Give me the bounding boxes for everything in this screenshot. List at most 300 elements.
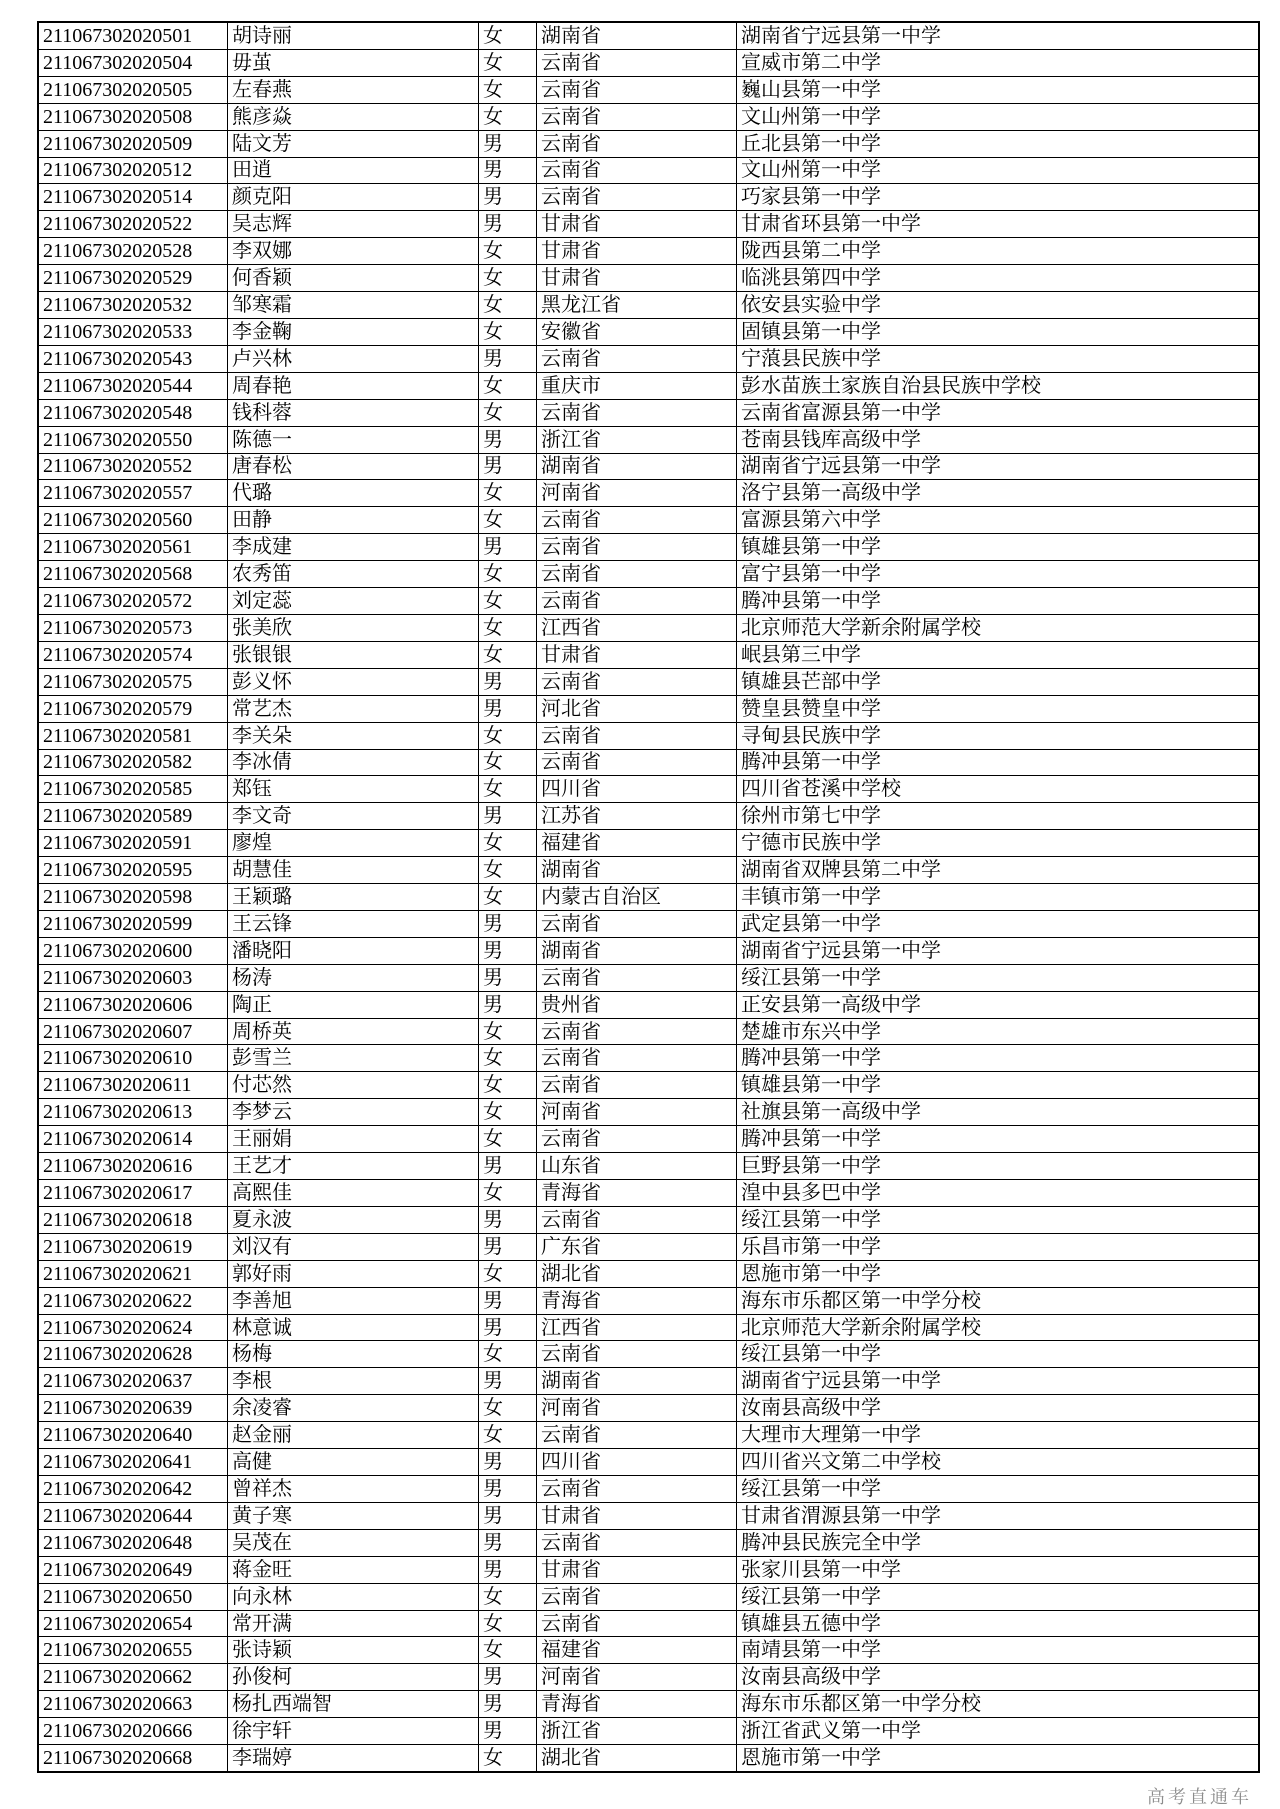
gender-cell: 男 xyxy=(479,131,536,157)
name-cell: 王颖璐 xyxy=(228,884,478,910)
province-cell: 云南省 xyxy=(537,1019,736,1045)
name-cell: 周春艳 xyxy=(228,373,478,399)
school-cell: 南靖县第一中学 xyxy=(737,1637,1258,1663)
school-cell: 宣威市第二中学 xyxy=(737,50,1258,76)
school-cell: 汝南县高级中学 xyxy=(737,1664,1258,1690)
school-cell: 岷县第三中学 xyxy=(737,642,1258,668)
candidate-id-cell: 211067302020607 xyxy=(39,1019,227,1045)
candidate-id-cell: 211067302020611 xyxy=(39,1072,227,1098)
school-cell: 北京师范大学新余附属学校 xyxy=(737,1315,1258,1341)
school-cell: 汝南县高级中学 xyxy=(737,1395,1258,1421)
name-cell: 王艺才 xyxy=(228,1153,478,1179)
candidate-id-cell: 211067302020504 xyxy=(39,50,227,76)
candidate-id-cell: 211067302020543 xyxy=(39,346,227,372)
candidate-id-cell: 211067302020650 xyxy=(39,1584,227,1610)
candidate-id-cell: 211067302020649 xyxy=(39,1557,227,1583)
name-cell: 陶正 xyxy=(228,992,478,1018)
gender-cell: 男 xyxy=(479,1449,536,1475)
candidate-id-cell: 211067302020581 xyxy=(39,723,227,749)
name-cell: 杨扎西端智 xyxy=(228,1691,478,1717)
gender-cell: 女 xyxy=(479,23,536,49)
name-cell: 刘定蕊 xyxy=(228,588,478,614)
province-cell: 湖北省 xyxy=(537,1261,736,1287)
province-cell: 云南省 xyxy=(537,723,736,749)
province-cell: 河南省 xyxy=(537,480,736,506)
name-cell: 向永林 xyxy=(228,1584,478,1610)
school-cell: 丘北县第一中学 xyxy=(737,131,1258,157)
name-cell: 黄子寒 xyxy=(228,1503,478,1529)
gender-cell: 男 xyxy=(479,1207,536,1233)
name-cell: 刘汉有 xyxy=(228,1234,478,1260)
province-cell: 广东省 xyxy=(537,1234,736,1260)
gender-cell: 女 xyxy=(479,750,536,776)
province-cell: 云南省 xyxy=(537,1584,736,1610)
gender-cell: 女 xyxy=(479,1126,536,1152)
school-cell: 张家川县第一中学 xyxy=(737,1557,1258,1583)
school-cell: 湖南省宁远县第一中学 xyxy=(737,23,1258,49)
gender-cell: 女 xyxy=(479,615,536,641)
province-cell: 安徽省 xyxy=(537,319,736,345)
school-cell: 富宁县第一中学 xyxy=(737,561,1258,587)
candidate-id-cell: 211067302020662 xyxy=(39,1664,227,1690)
name-cell: 曾祥杰 xyxy=(228,1476,478,1502)
candidate-id-cell: 211067302020568 xyxy=(39,561,227,587)
province-cell: 云南省 xyxy=(537,158,736,184)
name-cell: 李金鞠 xyxy=(228,319,478,345)
name-cell: 杨梅 xyxy=(228,1341,478,1367)
gender-cell: 男 xyxy=(479,454,536,480)
province-cell: 重庆市 xyxy=(537,373,736,399)
candidate-id-cell: 211067302020532 xyxy=(39,292,227,318)
candidate-id-cell: 211067302020621 xyxy=(39,1261,227,1287)
province-cell: 河南省 xyxy=(537,1099,736,1125)
province-cell: 云南省 xyxy=(537,1611,736,1637)
name-cell: 高健 xyxy=(228,1449,478,1475)
province-cell: 云南省 xyxy=(537,1045,736,1071)
name-cell: 徐宇轩 xyxy=(228,1718,478,1744)
gender-cell: 男 xyxy=(479,911,536,937)
school-cell: 社旗县第一高级中学 xyxy=(737,1099,1258,1125)
candidate-id-cell: 211067302020618 xyxy=(39,1207,227,1233)
name-cell: 余凌睿 xyxy=(228,1395,478,1421)
candidate-id-cell: 211067302020533 xyxy=(39,319,227,345)
admission-list-table xyxy=(37,21,1260,1773)
name-cell: 胡诗丽 xyxy=(228,23,478,49)
name-cell: 常开满 xyxy=(228,1611,478,1637)
province-cell: 内蒙古自治区 xyxy=(537,884,736,910)
school-cell: 海东市乐都区第一中学分校 xyxy=(737,1691,1258,1717)
candidate-id-cell: 211067302020639 xyxy=(39,1395,227,1421)
province-cell: 甘肃省 xyxy=(537,211,736,237)
name-cell: 郭好雨 xyxy=(228,1261,478,1287)
gender-cell: 女 xyxy=(479,319,536,345)
gender-cell: 女 xyxy=(479,77,536,103)
candidate-id-cell: 211067302020573 xyxy=(39,615,227,641)
school-cell: 依安县实验中学 xyxy=(737,292,1258,318)
gender-cell: 男 xyxy=(479,346,536,372)
candidate-id-cell: 211067302020654 xyxy=(39,1611,227,1637)
province-cell: 云南省 xyxy=(537,346,736,372)
school-cell: 丰镇市第一中学 xyxy=(737,884,1258,910)
candidate-id-cell: 211067302020528 xyxy=(39,238,227,264)
candidate-id-cell: 211067302020648 xyxy=(39,1530,227,1556)
name-cell: 陈德一 xyxy=(228,427,478,453)
candidate-id-cell: 211067302020522 xyxy=(39,211,227,237)
candidate-id-cell: 211067302020668 xyxy=(39,1745,227,1771)
candidate-id-cell: 211067302020595 xyxy=(39,857,227,883)
province-cell: 甘肃省 xyxy=(537,1557,736,1583)
province-cell: 黑龙江省 xyxy=(537,292,736,318)
province-cell: 湖北省 xyxy=(537,1745,736,1771)
school-cell: 四川省兴文第二中学校 xyxy=(737,1449,1258,1475)
gender-cell: 男 xyxy=(479,965,536,991)
gender-cell: 女 xyxy=(479,776,536,802)
name-cell: 林意诚 xyxy=(228,1315,478,1341)
name-cell: 李瑞婷 xyxy=(228,1745,478,1771)
gender-cell: 女 xyxy=(479,480,536,506)
gender-cell: 男 xyxy=(479,1315,536,1341)
candidate-id-cell: 211067302020585 xyxy=(39,776,227,802)
gender-cell: 男 xyxy=(479,1368,536,1394)
province-cell: 贵州省 xyxy=(537,992,736,1018)
province-cell: 江西省 xyxy=(537,1315,736,1341)
candidate-id-cell: 211067302020575 xyxy=(39,669,227,695)
province-cell: 湖南省 xyxy=(537,857,736,883)
province-cell: 福建省 xyxy=(537,830,736,856)
gender-cell: 女 xyxy=(479,1180,536,1206)
province-cell: 云南省 xyxy=(537,184,736,210)
candidate-id-cell: 211067302020512 xyxy=(39,158,227,184)
gender-cell: 男 xyxy=(479,669,536,695)
school-cell: 腾冲县民族完全中学 xyxy=(737,1530,1258,1556)
candidate-id-cell: 211067302020582 xyxy=(39,750,227,776)
candidate-id-cell: 211067302020599 xyxy=(39,911,227,937)
name-cell: 李成建 xyxy=(228,534,478,560)
school-cell: 绥江县第一中学 xyxy=(737,1476,1258,1502)
name-cell: 张诗颖 xyxy=(228,1637,478,1663)
candidate-id-cell: 211067302020622 xyxy=(39,1288,227,1314)
school-cell: 镇雄县芒部中学 xyxy=(737,669,1258,695)
gender-cell: 男 xyxy=(479,803,536,829)
school-cell: 四川省苍溪中学校 xyxy=(737,776,1258,802)
school-cell: 湟中县多巴中学 xyxy=(737,1180,1258,1206)
province-cell: 云南省 xyxy=(537,1530,736,1556)
gender-cell: 男 xyxy=(479,1288,536,1314)
candidate-id-cell: 211067302020655 xyxy=(39,1637,227,1663)
gender-cell: 男 xyxy=(479,1557,536,1583)
candidate-id-cell: 211067302020544 xyxy=(39,373,227,399)
gender-cell: 女 xyxy=(479,265,536,291)
province-cell: 四川省 xyxy=(537,776,736,802)
candidate-id-cell: 211067302020579 xyxy=(39,696,227,722)
name-cell: 李根 xyxy=(228,1368,478,1394)
gender-cell: 男 xyxy=(479,1664,536,1690)
school-cell: 腾冲县第一中学 xyxy=(737,1045,1258,1071)
name-cell: 赵金丽 xyxy=(228,1422,478,1448)
gender-cell: 女 xyxy=(479,507,536,533)
gender-cell: 男 xyxy=(479,1153,536,1179)
name-cell: 彭义怀 xyxy=(228,669,478,695)
province-cell: 湖南省 xyxy=(537,1368,736,1394)
name-cell: 李善旭 xyxy=(228,1288,478,1314)
school-cell: 固镇县第一中学 xyxy=(737,319,1258,345)
province-cell: 江苏省 xyxy=(537,803,736,829)
gender-cell: 女 xyxy=(479,104,536,130)
candidate-id-cell: 211067302020642 xyxy=(39,1476,227,1502)
school-cell: 临洮县第四中学 xyxy=(737,265,1258,291)
candidate-id-cell: 211067302020508 xyxy=(39,104,227,130)
gender-cell: 男 xyxy=(479,427,536,453)
school-cell: 腾冲县第一中学 xyxy=(737,1126,1258,1152)
school-cell: 徐州市第七中学 xyxy=(737,803,1258,829)
gender-cell: 女 xyxy=(479,1341,536,1367)
candidate-id-cell: 211067302020529 xyxy=(39,265,227,291)
gender-cell: 女 xyxy=(479,400,536,426)
gender-cell: 女 xyxy=(479,1745,536,1771)
gender-cell: 女 xyxy=(479,50,536,76)
school-cell: 陇西县第二中学 xyxy=(737,238,1258,264)
gender-cell: 女 xyxy=(479,884,536,910)
candidate-id-cell: 211067302020603 xyxy=(39,965,227,991)
province-cell: 甘肃省 xyxy=(537,265,736,291)
gender-cell: 女 xyxy=(479,830,536,856)
name-cell: 李文奇 xyxy=(228,803,478,829)
province-cell: 福建省 xyxy=(537,1637,736,1663)
school-cell: 湖南省宁远县第一中学 xyxy=(737,454,1258,480)
candidate-id-cell: 211067302020561 xyxy=(39,534,227,560)
candidate-id-cell: 211067302020628 xyxy=(39,1341,227,1367)
candidate-id-cell: 211067302020572 xyxy=(39,588,227,614)
province-cell: 云南省 xyxy=(537,911,736,937)
province-cell: 青海省 xyxy=(537,1180,736,1206)
school-cell: 腾冲县第一中学 xyxy=(737,588,1258,614)
gender-cell: 女 xyxy=(479,642,536,668)
name-cell: 张银银 xyxy=(228,642,478,668)
school-cell: 镇雄县第一中学 xyxy=(737,534,1258,560)
name-cell: 孙俊柯 xyxy=(228,1664,478,1690)
candidate-id-cell: 211067302020560 xyxy=(39,507,227,533)
school-cell: 寻甸县民族中学 xyxy=(737,723,1258,749)
province-cell: 河南省 xyxy=(537,1395,736,1421)
school-cell: 武定县第一中学 xyxy=(737,911,1258,937)
candidate-id-cell: 211067302020557 xyxy=(39,480,227,506)
candidate-id-cell: 211067302020514 xyxy=(39,184,227,210)
province-cell: 四川省 xyxy=(537,1449,736,1475)
school-cell: 湖南省宁远县第一中学 xyxy=(737,1368,1258,1394)
name-cell: 常艺杰 xyxy=(228,696,478,722)
gender-cell: 男 xyxy=(479,534,536,560)
province-cell: 云南省 xyxy=(537,400,736,426)
gender-cell: 女 xyxy=(479,1099,536,1125)
candidate-id-cell: 211067302020598 xyxy=(39,884,227,910)
candidate-id-cell: 211067302020663 xyxy=(39,1691,227,1717)
name-cell: 夏永波 xyxy=(228,1207,478,1233)
candidate-id-cell: 211067302020600 xyxy=(39,938,227,964)
candidate-id-cell: 211067302020614 xyxy=(39,1126,227,1152)
province-cell: 甘肃省 xyxy=(537,1503,736,1529)
province-cell: 云南省 xyxy=(537,507,736,533)
name-cell: 高熙佳 xyxy=(228,1180,478,1206)
gender-cell: 女 xyxy=(479,1045,536,1071)
gender-cell: 女 xyxy=(479,292,536,318)
school-cell: 文山州第一中学 xyxy=(737,158,1258,184)
gender-cell: 男 xyxy=(479,992,536,1018)
province-cell: 云南省 xyxy=(537,1476,736,1502)
school-cell: 镇雄县五德中学 xyxy=(737,1611,1258,1637)
gender-cell: 男 xyxy=(479,1476,536,1502)
school-cell: 富源县第六中学 xyxy=(737,507,1258,533)
province-cell: 甘肃省 xyxy=(537,642,736,668)
school-cell: 文山州第一中学 xyxy=(737,104,1258,130)
candidate-id-cell: 211067302020613 xyxy=(39,1099,227,1125)
name-cell: 吴志辉 xyxy=(228,211,478,237)
province-cell: 云南省 xyxy=(537,669,736,695)
name-cell: 李冰倩 xyxy=(228,750,478,776)
gender-cell: 女 xyxy=(479,1584,536,1610)
school-cell: 赞皇县赞皇中学 xyxy=(737,696,1258,722)
watermark-text: 高考直通车 xyxy=(1147,1787,1252,1808)
school-cell: 镇雄县第一中学 xyxy=(737,1072,1258,1098)
candidate-id-cell: 211067302020548 xyxy=(39,400,227,426)
school-cell: 北京师范大学新余附属学校 xyxy=(737,615,1258,641)
school-cell: 乐昌市第一中学 xyxy=(737,1234,1258,1260)
province-cell: 云南省 xyxy=(537,77,736,103)
school-cell: 绥江县第一中学 xyxy=(737,1584,1258,1610)
candidate-id-cell: 211067302020550 xyxy=(39,427,227,453)
gender-cell: 男 xyxy=(479,938,536,964)
gender-cell: 男 xyxy=(479,1503,536,1529)
province-cell: 青海省 xyxy=(537,1288,736,1314)
candidate-id-cell: 211067302020610 xyxy=(39,1045,227,1071)
gender-cell: 女 xyxy=(479,1261,536,1287)
gender-cell: 男 xyxy=(479,1691,536,1717)
school-cell: 腾冲县第一中学 xyxy=(737,750,1258,776)
candidate-id-cell: 211067302020619 xyxy=(39,1234,227,1260)
province-cell: 云南省 xyxy=(537,588,736,614)
name-cell: 何香颖 xyxy=(228,265,478,291)
name-cell: 钱科蓉 xyxy=(228,400,478,426)
province-cell: 云南省 xyxy=(537,1207,736,1233)
gender-cell: 女 xyxy=(479,1019,536,1045)
province-cell: 云南省 xyxy=(537,1072,736,1098)
gender-cell: 男 xyxy=(479,158,536,184)
candidate-id-cell: 211067302020589 xyxy=(39,803,227,829)
province-cell: 河北省 xyxy=(537,696,736,722)
candidate-id-cell: 211067302020505 xyxy=(39,77,227,103)
candidate-id-cell: 211067302020666 xyxy=(39,1718,227,1744)
school-cell: 恩施市第一中学 xyxy=(737,1745,1258,1771)
school-cell: 绥江县第一中学 xyxy=(737,965,1258,991)
gender-cell: 男 xyxy=(479,184,536,210)
province-cell: 云南省 xyxy=(537,1341,736,1367)
name-cell: 李双娜 xyxy=(228,238,478,264)
gender-cell: 女 xyxy=(479,1072,536,1098)
name-cell: 吴茂在 xyxy=(228,1530,478,1556)
name-cell: 王云锋 xyxy=(228,911,478,937)
gender-cell: 女 xyxy=(479,561,536,587)
name-cell: 彭雪兰 xyxy=(228,1045,478,1071)
name-cell: 杨涛 xyxy=(228,965,478,991)
gender-cell: 男 xyxy=(479,1530,536,1556)
province-cell: 青海省 xyxy=(537,1691,736,1717)
name-cell: 颜克阳 xyxy=(228,184,478,210)
name-cell: 潘晓阳 xyxy=(228,938,478,964)
province-cell: 云南省 xyxy=(537,965,736,991)
name-cell: 熊彦焱 xyxy=(228,104,478,130)
province-cell: 云南省 xyxy=(537,750,736,776)
province-cell: 湖南省 xyxy=(537,454,736,480)
school-cell: 宁蒗县民族中学 xyxy=(737,346,1258,372)
gender-cell: 女 xyxy=(479,723,536,749)
gender-cell: 女 xyxy=(479,1395,536,1421)
gender-cell: 女 xyxy=(479,857,536,883)
name-cell: 李关朵 xyxy=(228,723,478,749)
school-cell: 巧家县第一中学 xyxy=(737,184,1258,210)
candidate-id-cell: 211067302020501 xyxy=(39,23,227,49)
candidate-id-cell: 211067302020641 xyxy=(39,1449,227,1475)
school-cell: 宁德市民族中学 xyxy=(737,830,1258,856)
province-cell: 云南省 xyxy=(537,561,736,587)
gender-cell: 女 xyxy=(479,1611,536,1637)
province-cell: 云南省 xyxy=(537,131,736,157)
school-cell: 苍南县钱库高级中学 xyxy=(737,427,1258,453)
gender-cell: 女 xyxy=(479,1637,536,1663)
name-cell: 田逍 xyxy=(228,158,478,184)
name-cell: 周桥英 xyxy=(228,1019,478,1045)
name-cell: 唐春松 xyxy=(228,454,478,480)
gender-cell: 男 xyxy=(479,1234,536,1260)
name-cell: 代璐 xyxy=(228,480,478,506)
school-cell: 绥江县第一中学 xyxy=(737,1207,1258,1233)
school-cell: 洛宁县第一高级中学 xyxy=(737,480,1258,506)
candidate-id-cell: 211067302020616 xyxy=(39,1153,227,1179)
name-cell: 张美欣 xyxy=(228,615,478,641)
name-cell: 田静 xyxy=(228,507,478,533)
gender-cell: 女 xyxy=(479,238,536,264)
name-cell: 蒋金旺 xyxy=(228,1557,478,1583)
school-cell: 大理市大理第一中学 xyxy=(737,1422,1258,1448)
name-cell: 付芯然 xyxy=(228,1072,478,1098)
gender-cell: 男 xyxy=(479,696,536,722)
school-cell: 浙江省武义第一中学 xyxy=(737,1718,1258,1744)
province-cell: 湖南省 xyxy=(537,938,736,964)
candidate-id-cell: 211067302020644 xyxy=(39,1503,227,1529)
gender-cell: 男 xyxy=(479,211,536,237)
school-cell: 巨野县第一中学 xyxy=(737,1153,1258,1179)
province-cell: 云南省 xyxy=(537,1126,736,1152)
gender-cell: 女 xyxy=(479,373,536,399)
name-cell: 王丽娟 xyxy=(228,1126,478,1152)
province-cell: 甘肃省 xyxy=(537,238,736,264)
school-cell: 湖南省双牌县第二中学 xyxy=(737,857,1258,883)
candidate-id-cell: 211067302020617 xyxy=(39,1180,227,1206)
name-cell: 邹寒霜 xyxy=(228,292,478,318)
school-cell: 湖南省宁远县第一中学 xyxy=(737,938,1258,964)
name-cell: 毋茧 xyxy=(228,50,478,76)
school-cell: 恩施市第一中学 xyxy=(737,1261,1258,1287)
candidate-id-cell: 211067302020637 xyxy=(39,1368,227,1394)
name-cell: 胡慧佳 xyxy=(228,857,478,883)
name-cell: 廖煌 xyxy=(228,830,478,856)
school-cell: 巍山县第一中学 xyxy=(737,77,1258,103)
province-cell: 江西省 xyxy=(537,615,736,641)
candidate-id-cell: 211067302020509 xyxy=(39,131,227,157)
province-cell: 云南省 xyxy=(537,50,736,76)
province-cell: 浙江省 xyxy=(537,427,736,453)
candidate-id-cell: 211067302020552 xyxy=(39,454,227,480)
name-cell: 李梦云 xyxy=(228,1099,478,1125)
name-cell: 农秀笛 xyxy=(228,561,478,587)
